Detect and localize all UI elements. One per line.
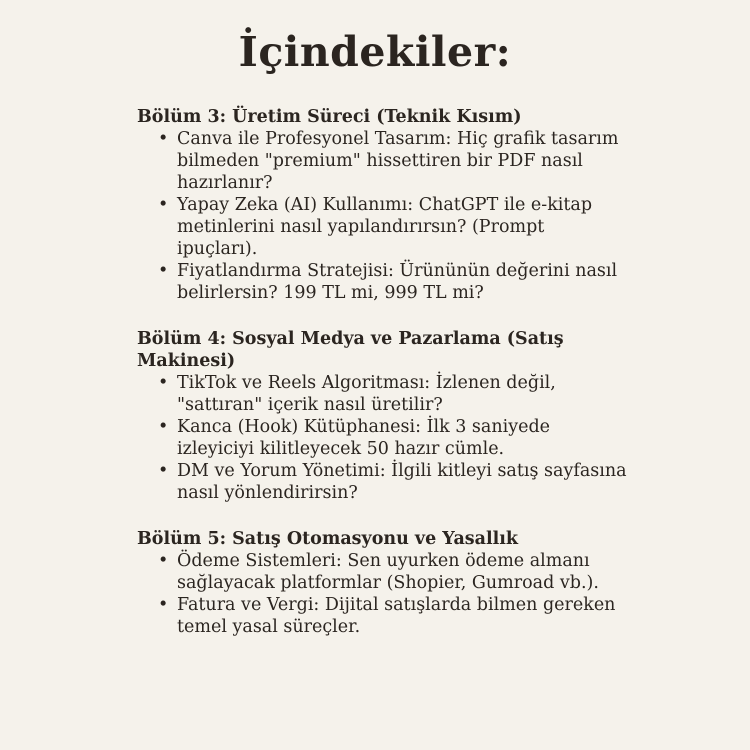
list-item-text: Fatura ve Vergi: Dijital satışlarda bilmen gereken temel yasal süreçler.	[177, 595, 616, 637]
list-item-text: TikTok ve Reels Algoritması: İzlenen değil, "sattıran" içerik nasıl üretilir?	[177, 373, 556, 415]
list-item-text: Fiyatlandırma Stratejisi: Ürününün değerini nasıl belirlersin? 199 TL mi, 999 TL mi?	[177, 261, 618, 303]
list-item-text: Kanca (Hook) Kütüphanesi: İlk 3 saniyede izleyiciyi kilitleyecek 50 hazır cümle.	[177, 417, 551, 459]
list-item-text: DM ve Yorum Yönetimi: İlgili kitleyi satış sayfasına nasıl yönlendirirsin?	[177, 461, 627, 503]
bullet-icon: •	[158, 195, 169, 215]
section-items	[137, 128, 627, 304]
list-item	[137, 550, 627, 594]
section-heading: Bölüm 3: Üretim Süreci (Teknik Kısım)	[137, 107, 522, 127]
list-item-text: Yapay Zeka (AI) Kullanımı: ChatGPT ile e-kitap metinlerini nasıl yapılandırırsın? (Prompt ipuçları).	[177, 195, 593, 259]
bullet-icon: •	[158, 373, 169, 393]
list-item	[137, 128, 627, 194]
list-item-text: Canva ile Profesyonel Tasarım: Hiç grafik tasarım bilmeden "premium" hissettiren bir PDF nasıl hazırlanır?	[177, 129, 619, 193]
section-4	[137, 328, 627, 504]
list-item	[137, 372, 627, 416]
list-item-text: Ödeme Sistemleri: Sen uyurken ödeme almanı sağlayacak platformlar (Shopier, Gumroad vb.).	[177, 551, 599, 593]
section-items	[137, 550, 627, 638]
bullet-icon: •	[158, 551, 169, 571]
list-item	[137, 594, 627, 638]
sections-list	[137, 106, 627, 662]
bullet-icon: •	[158, 417, 169, 437]
bullet-icon: •	[158, 595, 169, 615]
section-5	[137, 528, 627, 638]
bullet-icon: •	[158, 129, 169, 149]
list-item	[137, 260, 627, 304]
bullet-icon: •	[158, 261, 169, 281]
section-heading: Bölüm 5: Satış Otomasyonu ve Yasallık	[137, 529, 519, 549]
list-item	[137, 460, 627, 504]
section-items	[137, 372, 627, 504]
page-title: İçindekiler:	[238, 28, 512, 76]
section-3	[137, 106, 627, 304]
list-item	[137, 194, 627, 260]
list-item	[137, 416, 627, 460]
section-heading: Bölüm 4: Sosyal Medya ve Pazarlama (Satış Makinesi)	[137, 329, 564, 371]
bullet-icon: •	[158, 461, 169, 481]
